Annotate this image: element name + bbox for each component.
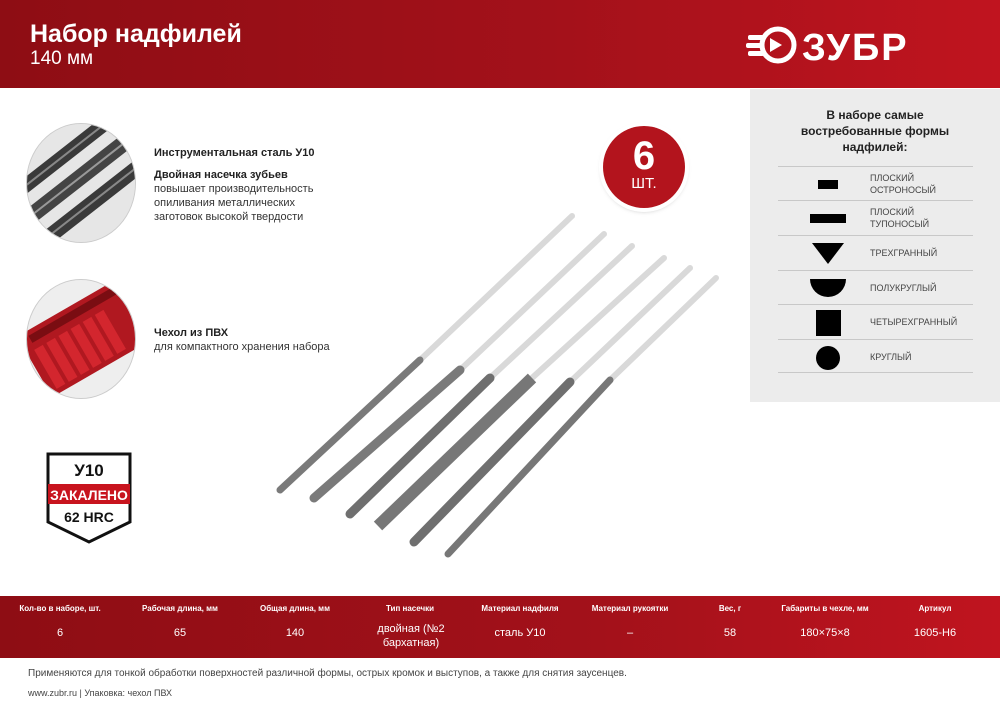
shape-row-flat-pointed	[778, 166, 973, 200]
file-half-round	[378, 258, 664, 526]
shape-row-round	[778, 339, 973, 373]
spec-value: двойная (№2 бархатная)	[377, 623, 445, 649]
header-band	[0, 0, 1000, 88]
spec-header: Тип насечки	[385, 604, 435, 613]
hardness-value: 62 HRC	[64, 509, 114, 525]
feature-steel-text-1: повышает производительность	[154, 183, 314, 195]
spec-value: 180×75×8	[800, 627, 850, 639]
usage-note: Применяются для тонкой обработки поверхностей различной формы, острых кромок и выступов, а также для снятия заусенцев.	[28, 668, 627, 679]
spec-header: Материал надфиля	[481, 604, 559, 613]
shape-row-triangle	[778, 235, 973, 269]
brand-name: ЗУБР	[802, 27, 909, 66]
file-flat-pointed	[280, 216, 572, 490]
shapes-title-line-1: В наборе самые	[826, 108, 924, 122]
shape-label: КРУГЛЫЙ	[870, 352, 912, 362]
specs-table	[0, 596, 1000, 658]
spec-header: Артикул	[918, 604, 952, 613]
spec-header: Рабочая длина, мм	[142, 604, 218, 613]
shapes-title-line-2: востребованные формы	[800, 124, 950, 138]
count-badge	[603, 126, 685, 208]
feature-case-title: Чехол из ПВХ	[154, 327, 229, 339]
shapes-title-line-3: надфилей:	[842, 140, 908, 154]
spec-header: Материал рукоятки	[591, 604, 669, 613]
spec-header: Кол-во в наборе, шт.	[19, 604, 101, 613]
pvc-case-image	[27, 280, 135, 398]
file-flat-blunt	[314, 234, 604, 498]
shapes-panel-title	[750, 107, 1000, 155]
steel-closeup-image	[27, 124, 135, 242]
spec-value: –	[626, 627, 634, 639]
page-title: Набор надфилей	[30, 20, 242, 48]
shape-row-flat-blunt	[778, 200, 973, 234]
page-subtitle: 140 мм	[30, 48, 94, 69]
file-square	[414, 268, 690, 542]
needle-files-illustration	[270, 210, 730, 560]
feature-steel-subtitle: Двойная насечка зубьев	[154, 169, 288, 181]
feature-steel-title: Инструментальная сталь У10	[154, 147, 315, 159]
spec-value: 140	[285, 627, 305, 639]
spec-value: сталь У10	[494, 627, 546, 639]
flat-blunt-icon	[808, 205, 848, 231]
spec-header: Габариты в чехле, мм	[781, 604, 869, 613]
count-number: 6	[632, 134, 656, 178]
spec-header: Общая длина, мм	[260, 604, 330, 613]
hardness-state: ЗАКАЛЕНО	[50, 487, 128, 503]
triangle-icon	[808, 240, 848, 266]
count-unit: ШТ.	[631, 175, 657, 192]
shape-label: ЧЕТЫРЕХГРАННЫЙ	[870, 317, 958, 327]
feature-steel-text-2: опиливания металлических	[154, 197, 295, 209]
spec-value: 65	[173, 627, 187, 639]
half-round-icon	[808, 275, 848, 301]
feature-case-text: для компактного хранения набора	[154, 341, 330, 353]
flat-pointed-icon	[808, 171, 848, 197]
hardness-badge	[38, 452, 140, 544]
shape-row-square	[778, 304, 973, 338]
spec-value: 6	[56, 627, 64, 639]
spec-value: 1605-Н6	[913, 627, 957, 639]
shape-label: ТРЕХГРАННЫЙ	[870, 248, 938, 258]
feature-steel-text-3: заготовок высокой твердости	[154, 211, 304, 223]
square-icon	[808, 309, 848, 337]
round-icon	[808, 344, 848, 372]
hardness-steel: У10	[74, 461, 104, 480]
spec-header: Вес, г	[718, 604, 742, 613]
file-triangle	[350, 246, 632, 514]
shape-row-half-round	[778, 270, 973, 304]
shape-label: ПЛОСКИЙ ТУПОНОСЫЙ	[870, 207, 930, 229]
spec-value: 58	[723, 627, 737, 639]
footer-url: www.zubr.ru | Упаковка: чехол ПВХ	[28, 688, 173, 698]
shape-label: ПЛОСКИЙ ОСТРОНОСЫЙ	[870, 173, 936, 195]
brand-logo	[746, 24, 974, 66]
shape-label: ПОЛУКРУГЛЫЙ	[870, 283, 937, 293]
shapes-panel	[750, 89, 1000, 402]
